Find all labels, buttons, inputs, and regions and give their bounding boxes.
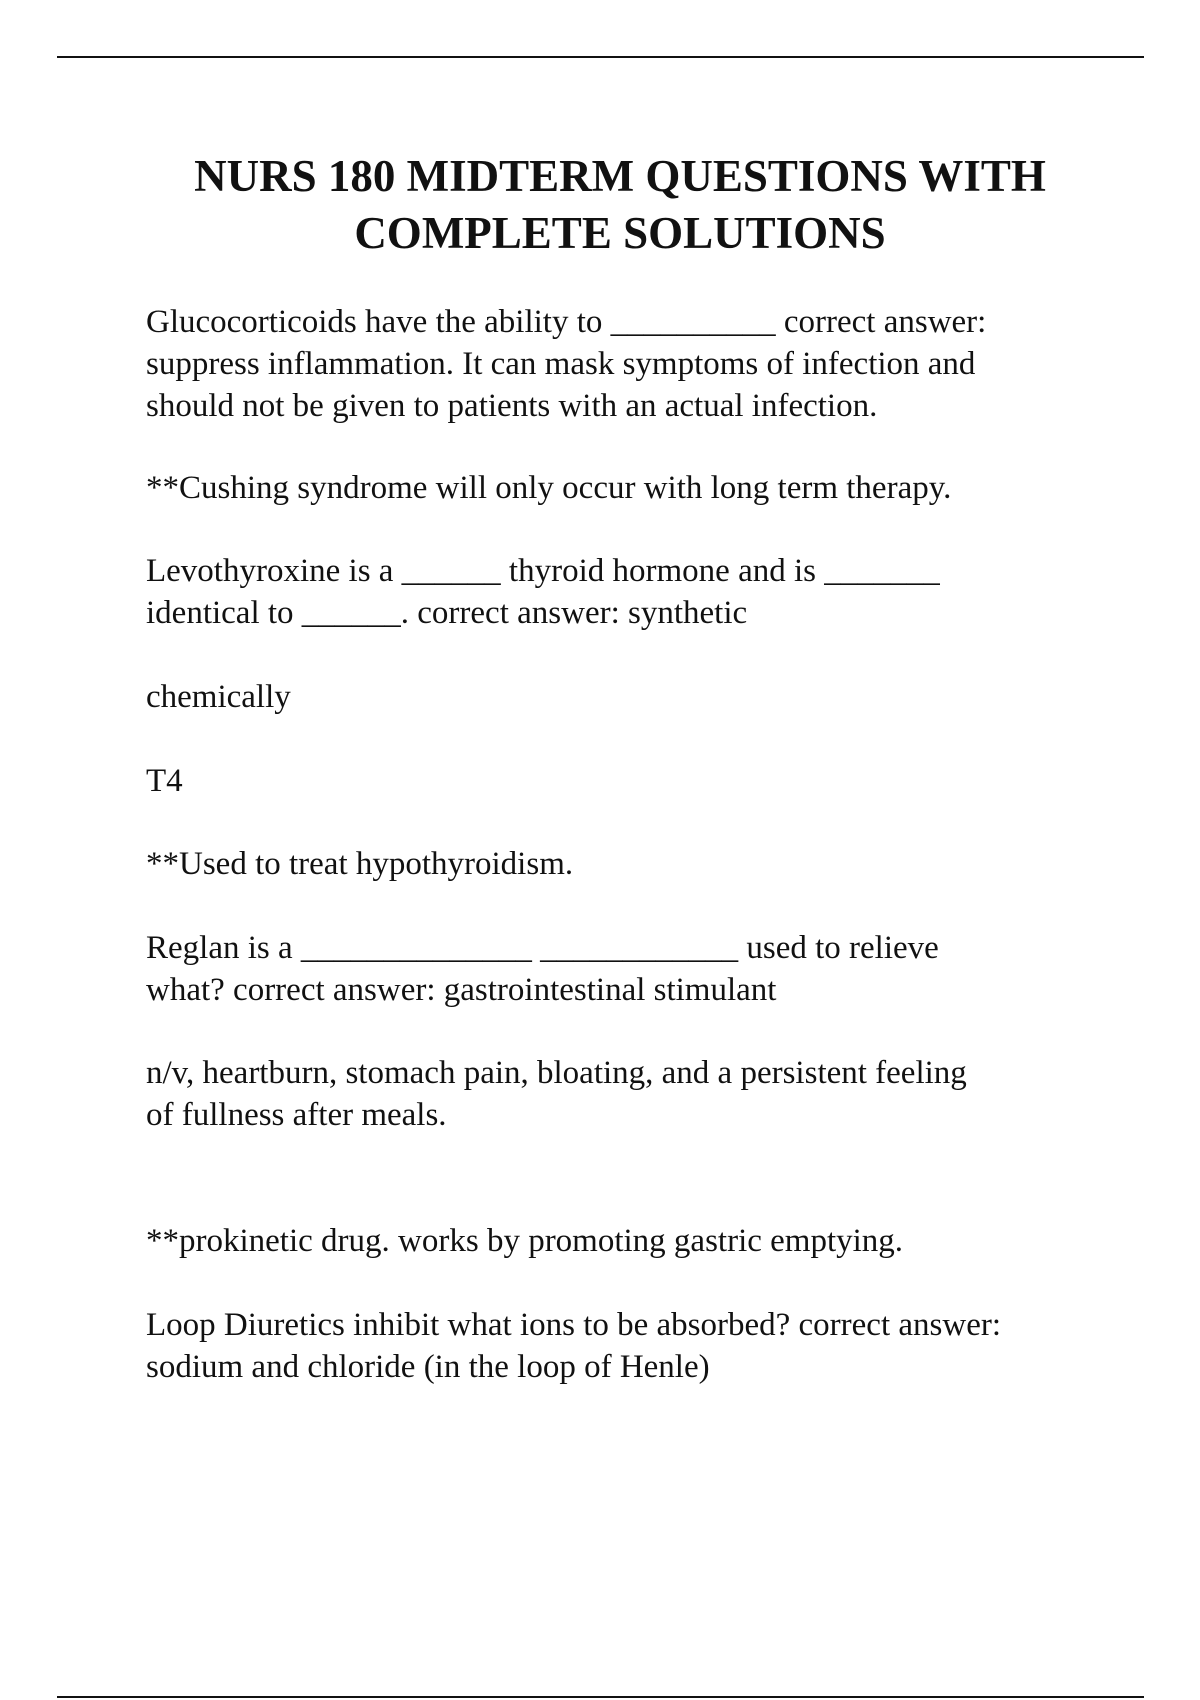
text-line: what? correct answer: gastrointestinal stimulant: [146, 972, 777, 1008]
note-cushing: [146, 467, 951, 509]
text-line: Glucocorticoids have the ability to __________ correct answer:: [146, 304, 987, 340]
text-line: Levothyroxine is a ______ thyroid hormone and is _______: [146, 553, 940, 589]
text-line: chemically: [146, 679, 291, 715]
text-line: T4: [146, 763, 183, 799]
text-line: **Used to treat hypothyroidism.: [146, 846, 574, 882]
text-line: **Cushing syndrome will only occur with long term therapy.: [146, 470, 952, 506]
text-line: should not be given to patients with an actual infection.: [146, 388, 878, 424]
answer-chemically: [146, 676, 291, 718]
answer-t4: [146, 760, 183, 802]
title-line: COMPLETE SOLUTIONS: [354, 208, 886, 258]
text-line: n/v, heartburn, stomach pain, bloating, and a persistent feeling: [146, 1055, 967, 1091]
text-line: identical to ______. correct answer: synthetic: [146, 595, 748, 631]
question-loop-diuretics: [146, 1304, 1001, 1388]
text-line: Reglan is a ______________ ____________ used to relieve: [146, 930, 939, 966]
question-glucocorticoids: [146, 301, 986, 427]
note-prokinetic: [146, 1220, 903, 1262]
document-title: [110, 148, 1130, 262]
answer-symptoms: [146, 1052, 967, 1136]
question-reglan: [146, 927, 939, 1011]
note-hypothyroidism: [146, 843, 573, 885]
text-line: **prokinetic drug. works by promoting gastric emptying.: [146, 1223, 904, 1259]
top-divider: [57, 56, 1144, 58]
bottom-divider: [57, 1696, 1144, 1698]
text-line: sodium and chloride (in the loop of Henle): [146, 1349, 710, 1385]
title-line: NURS 180 MIDTERM QUESTIONS WITH: [194, 151, 1046, 201]
text-line: Loop Diuretics inhibit what ions to be absorbed? correct answer:: [146, 1307, 1002, 1343]
text-line: of fullness after meals.: [146, 1097, 447, 1133]
question-levothyroxine: [146, 550, 940, 634]
text-line: suppress inflammation. It can mask symptoms of infection and: [146, 346, 976, 382]
